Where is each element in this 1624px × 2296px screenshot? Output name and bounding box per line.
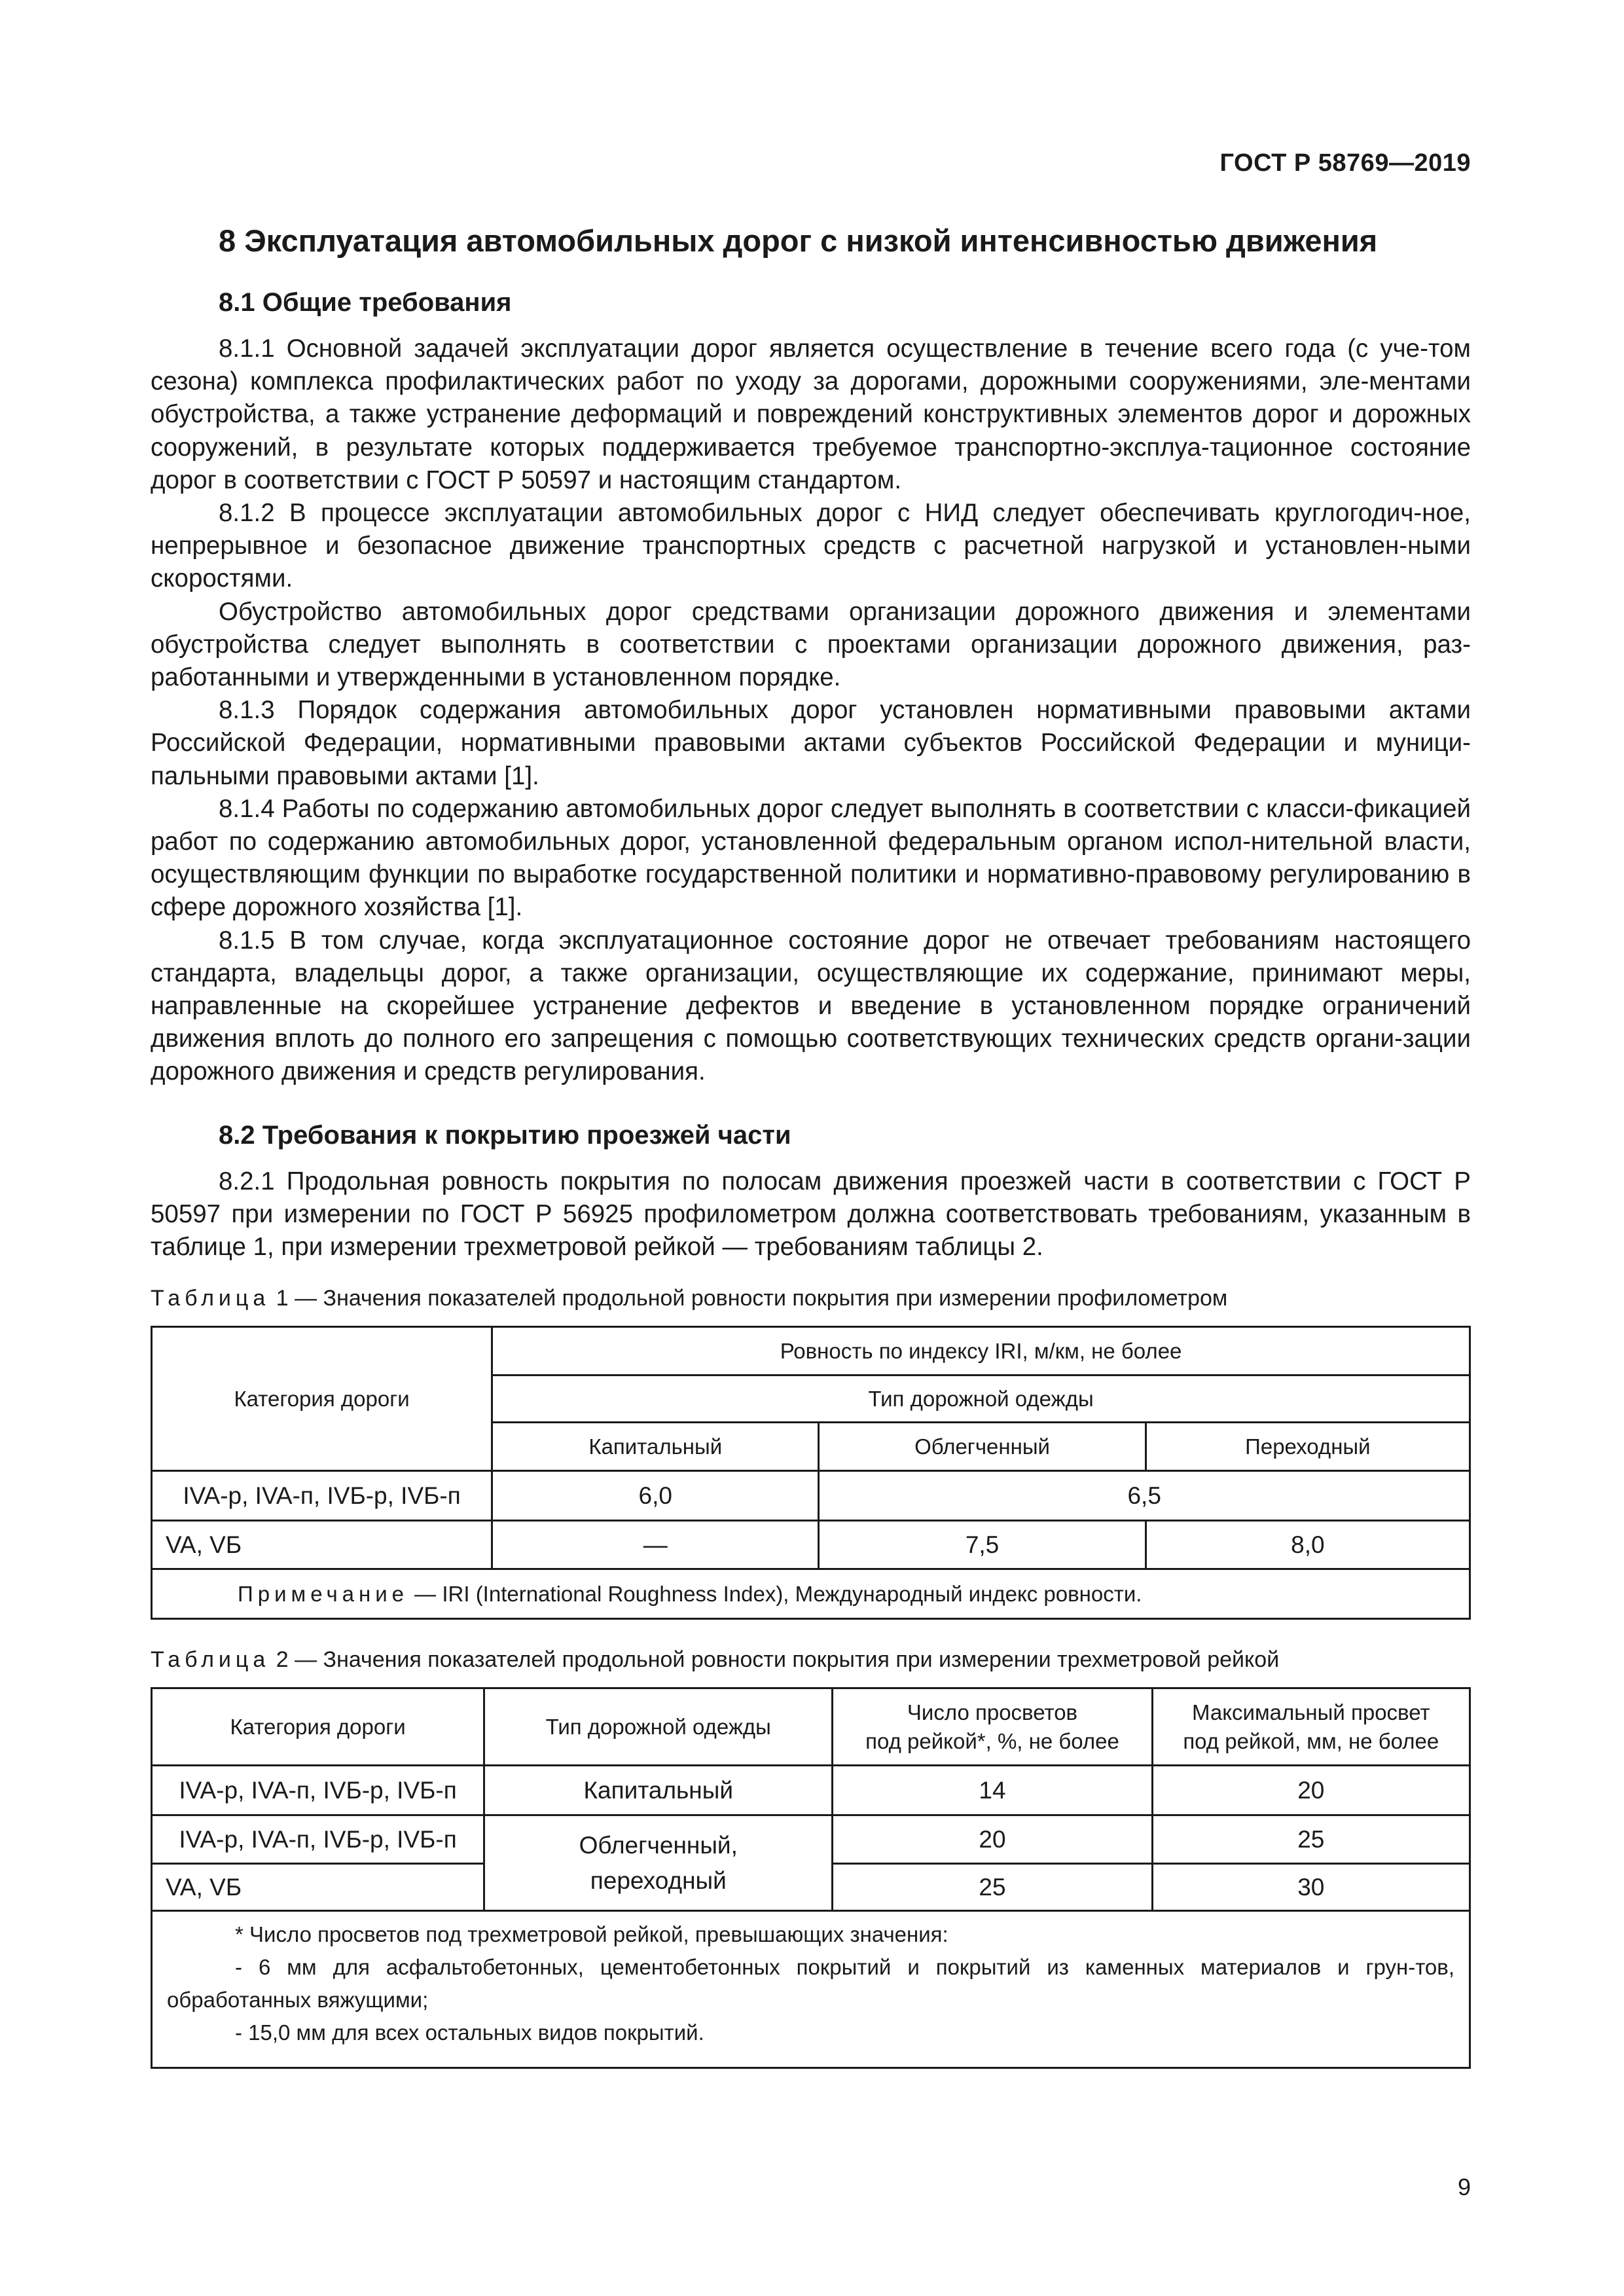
table2-footnotes (152, 1911, 1470, 2068)
paragraph: 8.1.5 В том случае, когда эксплуатационное состояние дорог не отвечает требованиям настоящего стандарта, владельцы дорог, а также организации, осуществляющие их содержание, принимают меры, направленные на скорейшее устранение дефектов и введение в установленном порядке ограничений движения вплоть до полного его запрещения с помощью соответствующих технических средств органи-зации дорожного движения и средств регулирования. (151, 926, 1471, 1086)
cell-pavement-type: Капитальный (484, 1766, 833, 1815)
table-header-row (152, 1688, 1470, 1766)
footnote: * Число просветов под трехметровой рейкой, превышающих значения: (235, 1922, 948, 1946)
paragraph: 8.1.1 Основной задачей эксплуатации дорог является осуществление в течение всего года (с уче-том сезона) комплекса профилактических работ по уходу за дорогами, дорожными сооружениями, эле-ментами обустройства, а также устранение деформаций и повреждений конструктивных элементов дорог и дорожных сооружений, в результате которых поддерживается требуемое транспортно-эксплуа-тационное состояние дорог в соответствии с ГОСТ Р 50597 и настоящим стандартом. (151, 335, 1471, 494)
general-requirements-text (151, 333, 1471, 1089)
subsection-title-pavement: 8.2 Требования к покрытию проезжей части (219, 1121, 791, 1150)
header-pavement-type: Тип дорожной одежды (484, 1688, 833, 1766)
cell-max-gap: 30 (1152, 1864, 1470, 1911)
caption-text: 2 — Значения показателей продольной ровности покрытия при измерении трехметровой рейкой (270, 1647, 1280, 1672)
table-header-row (152, 1327, 1470, 1376)
cell-max-gap: 25 (1152, 1815, 1470, 1864)
header-light: Облегченный (819, 1423, 1146, 1471)
table2-caption (151, 1647, 1279, 1673)
table2 (151, 1687, 1471, 2069)
header-pavement-type: Тип дорожной одежды (492, 1376, 1470, 1423)
footnote: - 15,0 мм для всех остальных видов покрытий. (235, 2020, 704, 2045)
cell-line: переходный (590, 1867, 727, 1894)
header-line: под рейкой*, %, не более (865, 1728, 1119, 1753)
header-category: Категория дороги (152, 1327, 492, 1471)
cell-light: 7,5 (819, 1521, 1146, 1569)
header-transit: Переходный (1146, 1423, 1470, 1471)
table-note-row (152, 1569, 1470, 1619)
note-text: — IRI (International Roughness Index), Международный индекс ровности. (408, 1581, 1142, 1606)
table-row (152, 1521, 1470, 1569)
pavement-requirements-text (151, 1165, 1471, 1264)
cell-gap-count: 20 (833, 1815, 1152, 1864)
table1 (151, 1326, 1471, 1620)
subsection-title-general: 8.1 Общие требования (219, 288, 512, 317)
cell-max-gap: 20 (1152, 1766, 1470, 1815)
paragraph: 8.1.3 Порядок содержания автомобильных дорог установлен нормативными правовыми актами Российской Федерации, нормативными правовыми актами субъектов Российской Федерации и муници-пальными правовыми актами [1]. (151, 696, 1471, 790)
caption-label: Таблица (151, 1286, 270, 1311)
caption-text: 1 — Значения показателей продольной ровности покрытия при измерении профилометром (270, 1286, 1228, 1311)
paragraph: Обустройство автомобильных дорог средствами организации дорожного движения и элементами обустройства следует выполнять в соответствии с проектами организации дорожного движения, раз-работанными и утвержденными в установленном порядке. (151, 597, 1471, 692)
cell-gap-count: 14 (833, 1766, 1152, 1815)
document-number: ГОСТ Р 58769—2019 (1219, 149, 1471, 177)
cell-category: IVA-р, IVA-п, IVБ-р, IVБ-п (152, 1766, 484, 1815)
table1-note (152, 1569, 1470, 1619)
cell-category: IVA-р, IVA-п, IVБ-р, IVБ-п (152, 1815, 484, 1864)
header-iri: Ровность по индексу IRI, м/км, не более (492, 1327, 1470, 1376)
header-line: под рейкой, мм, не более (1183, 1728, 1439, 1753)
section-title: 8 Эксплуатация автомобильных дорог с низкой интенсивностью движения (219, 223, 1378, 258)
note-label: Примечание (238, 1581, 409, 1606)
caption-label: Таблица (151, 1647, 270, 1672)
header-max-gap (1152, 1688, 1470, 1766)
page-number: 9 (1457, 2174, 1471, 2200)
cell-pavement-type (484, 1815, 833, 1911)
table-row (152, 1766, 1470, 1815)
cell-line: Облегченный, (579, 1831, 738, 1859)
header-category: Категория дороги (152, 1688, 484, 1766)
cell-gap-count: 25 (833, 1864, 1152, 1911)
table-footnote-row (152, 1911, 1470, 2068)
paragraph: 8.2.1 Продольная ровность покрытия по полосам движения проезжей части в соответствии с ГОСТ Р 50597 при измерении по ГОСТ Р 56925 профилометром должна соответствовать требованиям, указанным в таблице 1, при измерении трехметровой рейкой — требованиям таблицы 2. (151, 1167, 1471, 1262)
header-line: Максимальный просвет (1191, 1700, 1430, 1724)
cell-transit: 8,0 (1146, 1521, 1470, 1569)
cell-capital: 6,0 (492, 1471, 819, 1521)
cell-category: VA, VБ (152, 1521, 492, 1569)
cell-capital: — (492, 1521, 819, 1569)
header-capital: Капитальный (492, 1423, 819, 1471)
footnote: - 6 мм для асфальтобетонных, цементобетонных покрытий и покрытий из каменных материалов и грун-тов, обработанных вяжущими; (167, 1955, 1454, 2012)
cell-category: IVA-р, IVA-п, IVБ-р, IVБ-п (152, 1471, 492, 1521)
cell-light-transit: 6,5 (819, 1471, 1470, 1521)
table1-caption (151, 1286, 1227, 1311)
paragraph: 8.1.2 В процессе эксплуатации автомобильных дорог с НИД следует обеспечивать круглогодич-ное, непрерывное и безопасное движение транспортных средств с расчетной нагрузкой и установлен-ными скоростями. (151, 499, 1471, 593)
header-line: Число просветов (907, 1700, 1078, 1724)
table-row (152, 1471, 1470, 1521)
paragraph: 8.1.4 Работы по содержанию автомобильных дорог следует выполнять в соответствии с класси-фикацией работ по содержанию автомобильных дорог, установленной федеральным органом испол-нительной власти, осуществляющим функции по выработке государственной политики и нормативно-правовому регулированию в сфере дорожного хозяйства [1]. (151, 794, 1471, 922)
cell-category: VA, VБ (152, 1864, 484, 1911)
header-gap-count (833, 1688, 1152, 1766)
table-row (152, 1815, 1470, 1864)
